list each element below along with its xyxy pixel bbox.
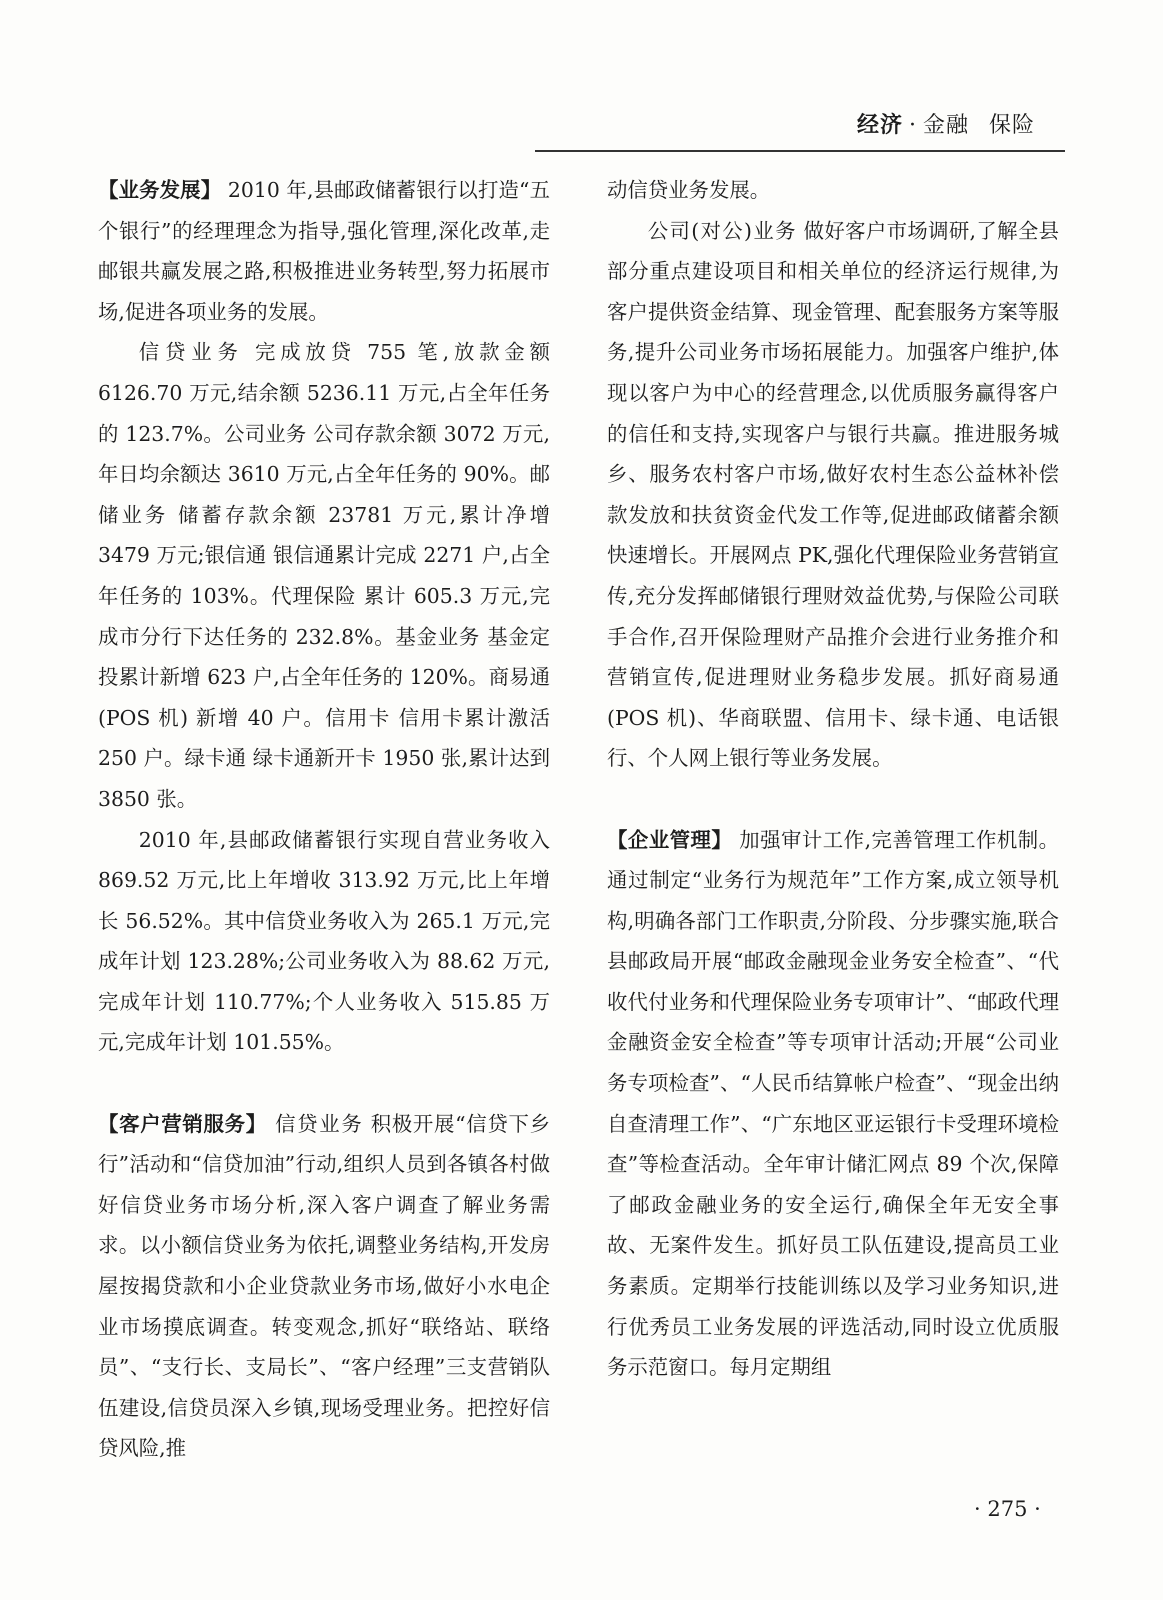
section-heading: 【客户营销服务】 [98,1111,267,1136]
running-header [857,108,1035,139]
subheading: 公司(对公)业务 [647,218,797,243]
subheading: 信贷业务 [266,1111,364,1136]
right-column [607,170,1059,1388]
paragraph-continued [607,170,1059,211]
header-rule [535,150,1065,152]
paragraph-text: 加强审计工作,完善管理工作机制。通过制定“业务行为规范年”工作方案,成立领导机构,明确各部门工作职责,分阶段、分步骤实施,联合县邮政局开展“邮政金融现金业务安全检查”、“代收代付业务和代理保险业务专项审计”、“邮政代理金融资金安全检查”等专项审计活动;开展“公司业务专项检查”、“人民币结算帐户检查”、“现金出纳自查清理工作”、“广东地区亚运银行卡受理环境检查”等检查活动。全年审计储汇网点 89 个次,保障了邮政金融业务的安全运行,确保全年无安全事故、无案件发生。抓好员工队伍建设,提高员工业务素质。定期举行技能训练以及学习业务知识,进行优秀员工业务发展的评选活动,同时设立优质服务示范窗口。每月定期组 [607,827,1059,1380]
section-heading: 【企业管理】 [607,827,733,852]
page-number: · 275 · [974,1497,1041,1521]
paragraph-text: 2010 年,县邮政储蓄银行以打造“五个银行”的经理理念为指导,强化管理,深化改革,走邮银共赢发展之路,积极推进业务转型,努力拓展市场,促进各项业务的发展。 [98,178,551,324]
paragraph-text: 完成放贷 755 笔,放款金额 6126.70 万元,结余额 5236.11 万元,占全年任务的 123.7%。公司业务 公司存款余额 3072 万元,年日均余额达 3610 万元,占全年任务的 90%。邮储业务 储蓄存款余额 23781 万元,累计净增 3479 万元;银信通 银信通累计完成 2271 户,占全年任务的 103%。代理保险 累计 605.3 万元,完成市分行下达任务的 232.8%。基金业务 基金定投累计新增 623 户,占全年任务的 120%。商易通(POS 机) 新增 40 户。信用卡 信用卡累计激活 250 户。绿卡通 绿卡通新开卡 1950 张,累计达到 3850 张。 [98,340,550,811]
header-section-1: 金融 [922,113,969,138]
paragraph-text: 动信贷业务发展。 [607,178,771,202]
paragraph-text: 做好客户市场调研,了解全县部分重点建设项目和相关单位的经济运行规律,为客户提供资金结算、现金管理、配套服务方案等服务,提升公司业务市场拓展能力。加强客户维护,体现以客户为中心的经营理念,以优质服务赢得客户的信任和支持,实现客户与银行共赢。推进服务城乡、服务农村客户市场,做好农村生态公益林补偿款发放和扶贫资金代发工作等,促进邮政储蓄余额快速增长。开展网点 PK,强化代理保险业务营销宣传,充分发挥邮储银行理财效益优势,与保险公司联手合作,召开保险理财产品推介会进行业务推介和营销宣传,促进理财业务稳步发展。抓好商易通(POS 机)、华商联盟、信用卡、绿卡通、电话银行、个人网上银行等业务发展。 [607,218,1059,771]
paragraph-text: 积极开展“信贷下乡行”活动和“信贷加油”行动,组织人员到各镇各村做好信贷业务市场分析,深入客户调查了解业务需求。以小额信贷业务为依托,调整业务结构,开发房屋按揭贷款和小企业贷款业务市场,做好小水电企业市场摸底调查。转变观念,抓好“联络站、联络员”、“支行长、支局长”、“客户经理”三支营销队伍建设,信贷员深入乡镇,现场受理业务。把控好信贷风险,推 [98,1111,551,1461]
header-section-2: 保险 [988,113,1035,138]
paragraph-enterprise-management [607,820,1059,1388]
header-dot: · [908,113,917,138]
subheading: 信贷业务 [138,340,244,365]
paragraph-income [98,820,550,1064]
paragraph-business-development [98,170,550,332]
section-heading: 【业务发展】 [98,178,222,202]
paragraph-customer-marketing [98,1104,550,1469]
paragraph-text: 2010 年,县邮政储蓄银行实现自营业务收入 869.52 万元,比上年增收 313.92 万元,比上年增长 56.52%。其中信贷业务收入为 265.1 万元,完成年计划 123.28%;公司业务收入为 88.62 万元,完成年计划 110.77%;个人业务收入 515.85 万元,完成年计划 101.55%。 [98,827,550,1055]
header-section-bold: 经济 [856,113,903,138]
left-column [98,170,550,1469]
paragraph-corporate-business [607,211,1059,779]
paragraph-credit-business [98,332,550,819]
